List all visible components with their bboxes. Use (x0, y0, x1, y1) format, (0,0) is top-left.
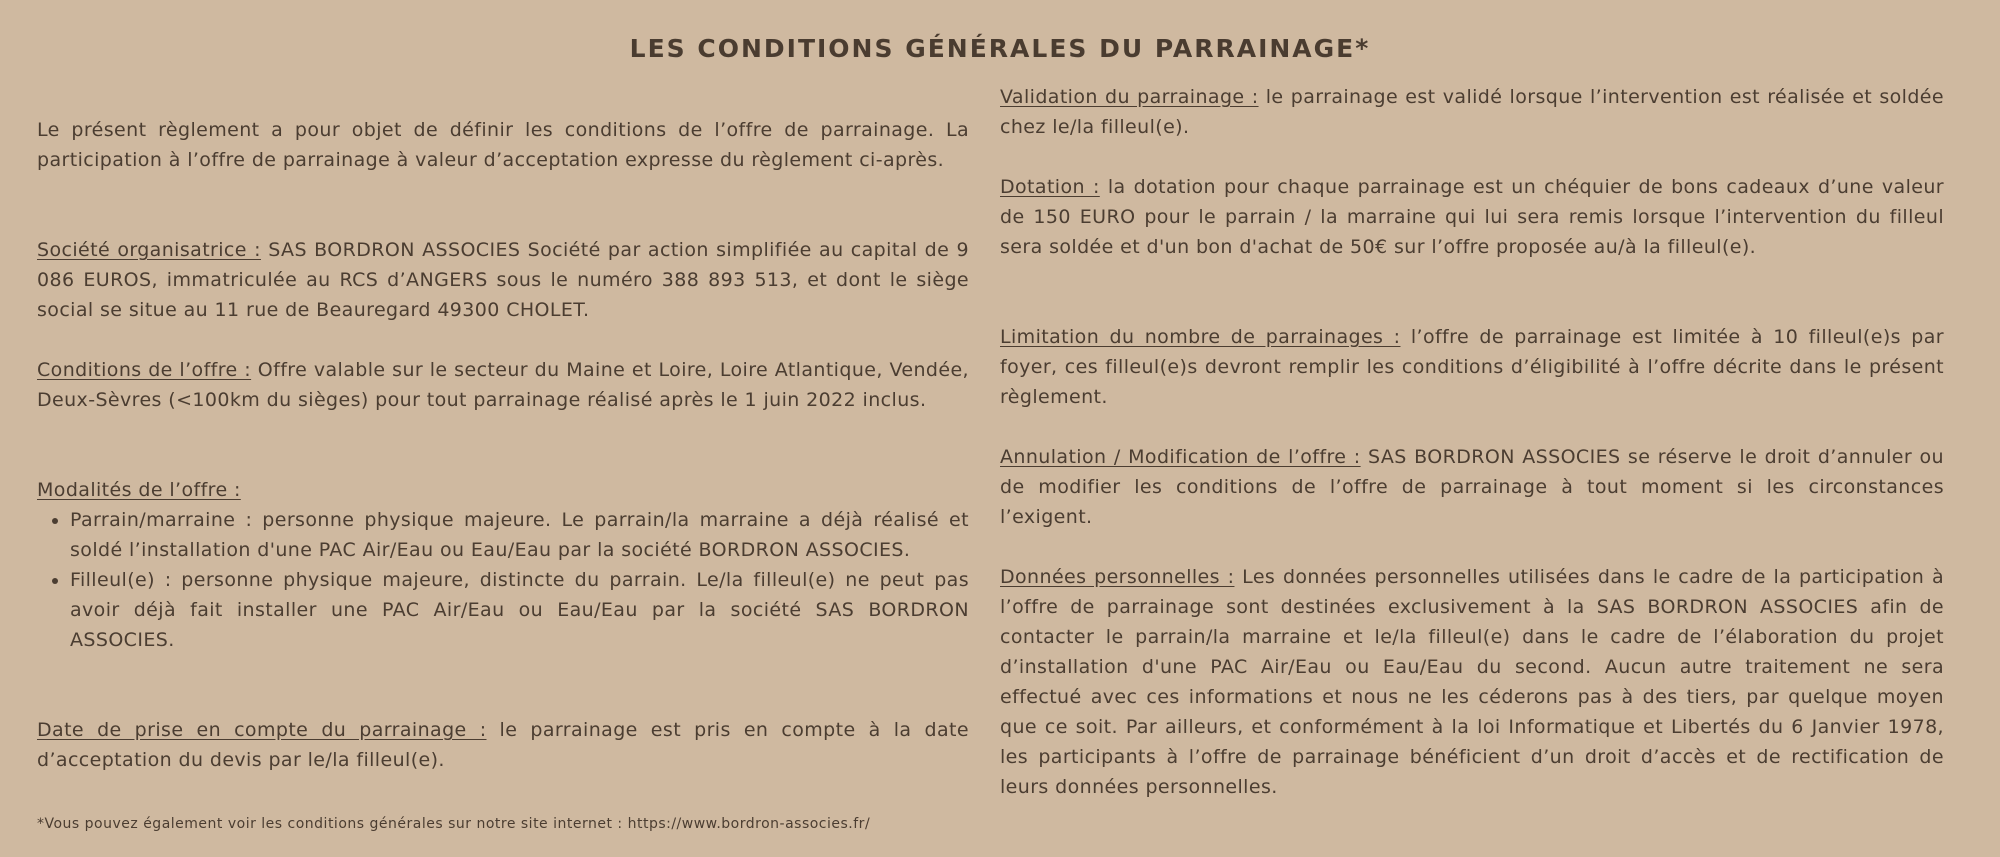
donnees-text: Les données personnelles utilisées dans le cadre de la participation à l’offre de parrainage sont destinées exclusivement à la SAS BORDRON ASSOCIES afin de contacter le parrain/la marraine et le/la filleul(e) dans le cadre de l’élaboration du projet d’installation d'une PAC Air/Eau ou Eau/Eau du second. Aucun autre traitement ne sera effectué avec ces informations et nous ne les céderons pas à des tiers, par quelque moyen que ce soit. Par ailleurs, et conformément à la loi Informatique et Libertés du 6 Janvier 1978, les participants à l’offre de parrainage bénéficient d’un droit d’accès et de rectification de leurs données personnelles. (1000, 566, 1944, 798)
date-text: le parrainage est pris en compte à la date d’acceptation du devis par le/la filleul(e). (37, 719, 969, 771)
validation-paragraph (1000, 82, 1944, 142)
modalites-label: Modalités de l’offre : (37, 479, 241, 501)
limitation-paragraph (1000, 322, 1944, 412)
conditions-label: Conditions de l’offre : (37, 359, 252, 381)
conditions-paragraph (37, 355, 969, 415)
dotation-paragraph (1000, 172, 1944, 262)
footnote: *Vous pouvez également voir les conditions générales sur notre site internet : https://www.bordron-associes.fr/ (37, 816, 871, 832)
limitation-text: l’offre de parrainage est limitée à 10 filleul(e)s par foyer, ces filleul(e)s devront remplir les conditions d’éligibilité à l’offre décrite dans le présent règlement. (1000, 326, 1944, 408)
validation-text: le parrainage est validé lorsque l’intervention est réalisée et soldée chez le/la filleul(e). (1000, 86, 1944, 138)
dotation-text: la dotation pour chaque parrainage est un chéquier de bons cadeaux d’une valeur de 150 EURO pour le parrain / la marraine qui lui sera remis lorsque l’intervention du filleul sera soldée et d'un bon d'achat de 50€ sur l’offre proposée au/à la filleul(e). (1000, 176, 1944, 258)
intro-paragraph: Le présent règlement a pour objet de définir les conditions de l’offre de parrainage. La participation à l’offre de parrainage à valeur d’acceptation expresse du règlement ci-après. (37, 119, 969, 171)
societe-paragraph (37, 235, 969, 325)
annulation-label: Annulation / Modification de l’offre : (1000, 446, 1361, 468)
societe-text: SAS BORDRON ASSOCIES Société par action simplifiée au capital de 9 086 EUROS, immatriculée au RCS d’ANGERS sous le numéro 388 893 513, et dont le siège social se situe au 11 rue de Beauregard 49300 CHOLET. (37, 239, 969, 321)
list-item: • Parrain/marraine : personne physique majeure. Le parrain/la marraine a déjà réalisé et soldé l’installation d'une PAC Air/Eau ou Eau/Eau par la société BORDRON ASSOCIES. (70, 505, 969, 565)
modalites-paragraph (37, 475, 969, 505)
annulation-paragraph (1000, 442, 1944, 532)
dotation-label: Dotation : (1000, 176, 1100, 198)
donnees-label: Données personnelles : (1000, 566, 1235, 588)
donnees-paragraph (1000, 562, 1944, 802)
annulation-text: SAS BORDRON ASSOCIES se réserve le droit d’annuler ou de modifier les conditions de l’offre de parrainage à tout moment si les circonstances l’exigent. (1000, 446, 1944, 528)
societe-label: Société organisatrice : (37, 239, 261, 261)
date-paragraph (37, 715, 969, 775)
list-item: • Filleul(e) : personne physique majeure, distincte du parrain. Le/la filleul(e) ne peut pas avoir déjà fait installer une PAC Air/Eau ou Eau/Eau par la société SAS BORDRON ASSOCIES. (70, 565, 969, 655)
conditions-text: Offre valable sur le secteur du Maine et Loire, Loire Atlantique, Vendée, Deux-Sèvres (<100km du sièges) pour tout parrainage réalisé après le 1 juin 2022 inclus. (37, 359, 969, 411)
modalites-section (37, 475, 969, 655)
limitation-label: Limitation du nombre de parrainages : (1000, 326, 1401, 348)
date-label: Date de prise en compte du parrainage : (37, 719, 487, 741)
modalites-list (37, 505, 969, 655)
validation-label: Validation du parrainage : (1000, 86, 1259, 108)
page-title: LES CONDITIONS GÉNÉRALES DU PARRAINAGE* (629, 34, 1371, 63)
